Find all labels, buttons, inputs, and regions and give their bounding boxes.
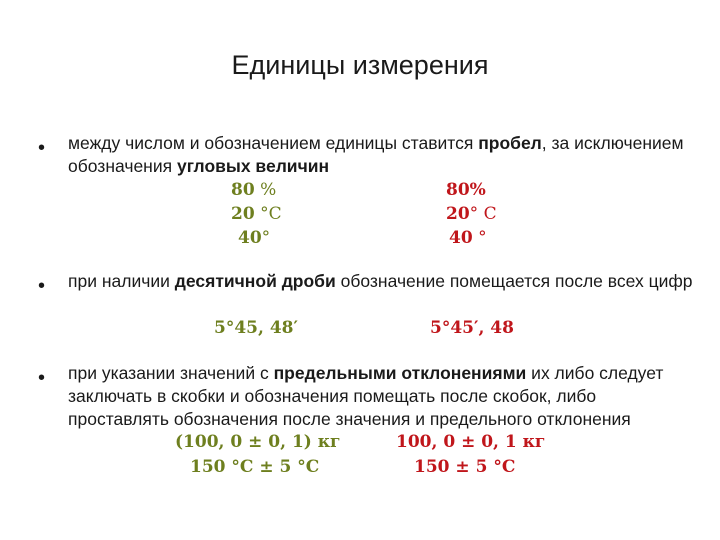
s1-correct-2-num: 20 [231, 204, 255, 224]
s1-incorrect-3 [449, 228, 487, 248]
s1-incorrect-1-unit: % [469, 180, 486, 200]
section-3-text-a: при указании значений с [68, 363, 274, 383]
s1-correct-1 [231, 180, 276, 200]
section-1-bold-b: угловых величин [176, 156, 330, 176]
bullet-1: • [38, 137, 46, 159]
bullet-2: • [38, 275, 46, 297]
section-2-text-b: обозначение помещается после всех цифр [335, 271, 693, 291]
s1-incorrect-2-num: 20 [446, 204, 470, 224]
section-3-bold-a: предельными отклонениями [273, 363, 527, 383]
s1-correct-1-unit: % [254, 180, 277, 200]
section-3-text [68, 362, 698, 431]
s3-incorrect-1: 100, 0 ± 0, 1 кг [396, 432, 546, 452]
s3-incorrect-2: 150 ± 5 °C [414, 457, 516, 477]
s1-incorrect-2-unit: ° C [469, 204, 497, 224]
section-1-text-a: между числом и обозначением единицы ставится [68, 133, 479, 153]
s1-incorrect-3-num: 40 [449, 228, 473, 248]
s1-correct-1-num: 80 [231, 180, 255, 200]
s1-correct-3-num: 40 [238, 228, 262, 248]
s2-correct: 5°45, 48′ [214, 318, 298, 338]
bullet-3: • [38, 367, 46, 389]
section-1-text-b: , за исключением обозначения [68, 133, 684, 176]
section-3-text-b: их либо следует заключать в скобки и обозначения помещать после скобок, либо проставлять обозначения после значения и предельного отклонения [68, 363, 664, 429]
s1-correct-3 [238, 228, 270, 248]
section-1-bold-a: пробел [478, 133, 542, 153]
s3-correct-2: 150 °C ± 5 °C [190, 457, 320, 477]
section-2-text-a: при наличии [68, 271, 175, 291]
s1-correct-3-unit: ° [261, 228, 271, 248]
s1-incorrect-2 [446, 204, 497, 224]
s1-incorrect-1 [446, 180, 486, 200]
s1-incorrect-3-unit: ° [472, 228, 487, 248]
s3-correct-1: (100, 0 ± 0, 1) кг [175, 432, 341, 452]
s1-incorrect-1-num: 80 [446, 180, 470, 200]
s2-incorrect: 5°45′, 48 [430, 318, 514, 338]
section-2-text [68, 270, 698, 293]
s1-correct-2-unit: °C [254, 204, 282, 224]
s1-correct-2 [231, 204, 282, 224]
section-2-bold-a: десятичной дроби [174, 271, 336, 291]
slide-title: Единицы измерения [231, 50, 489, 80]
section-1-text [68, 132, 698, 178]
